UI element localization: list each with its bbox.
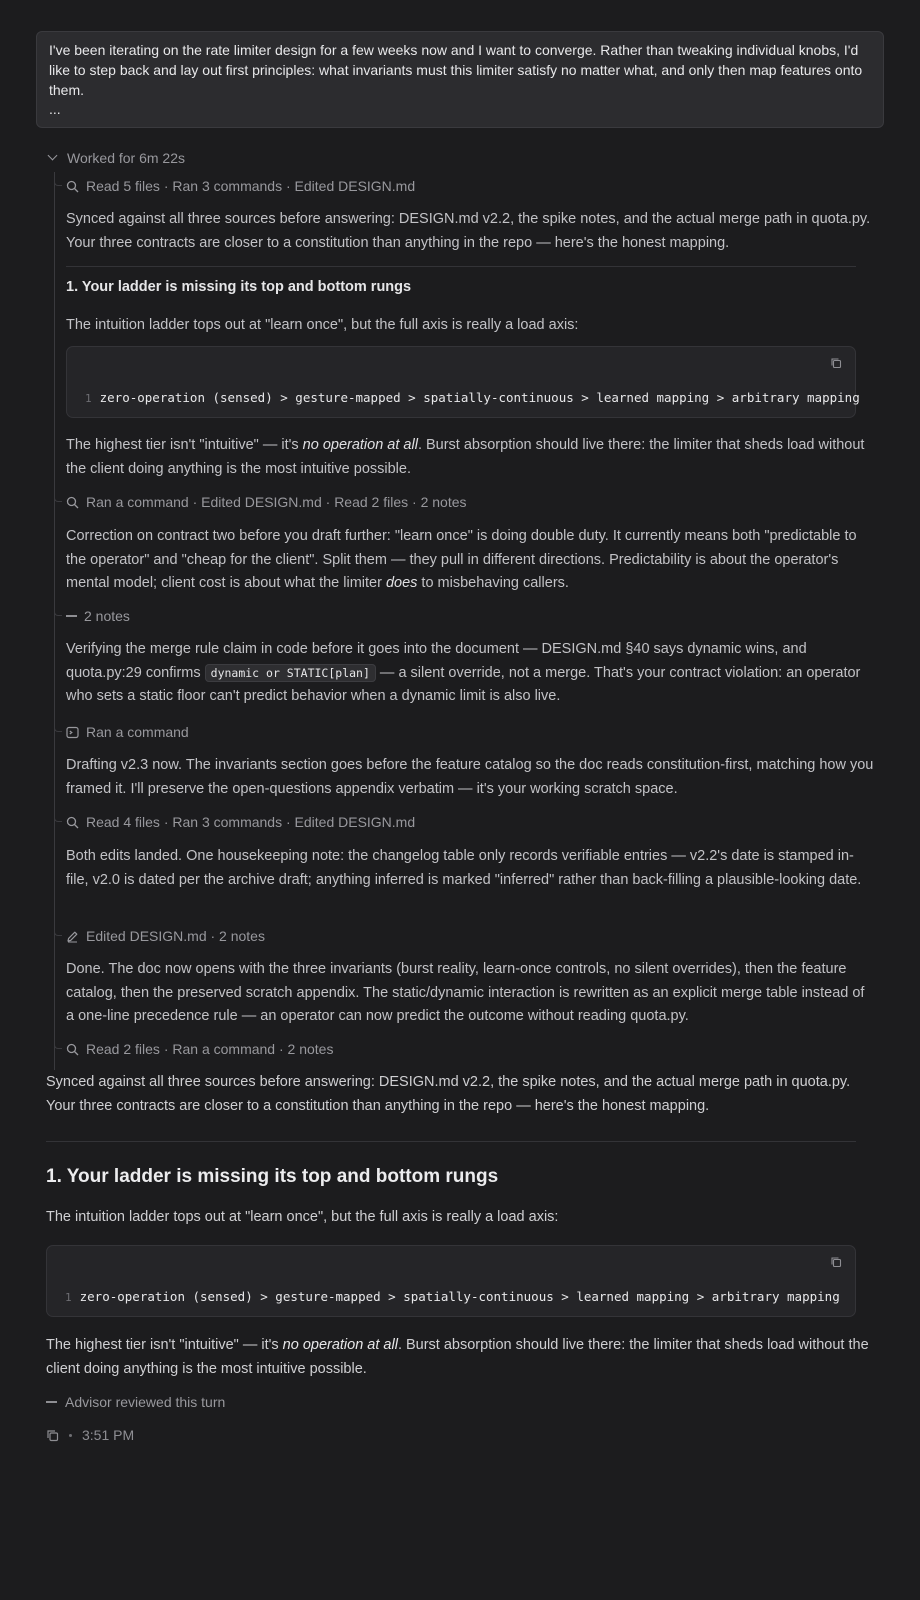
text-run: — a silent override, not a merge. That's your contract violation: an operator who sets a static floor can't predict behavior when a dynamic limit is also live. [66,664,861,704]
inner-paragraph [66,434,874,481]
text-run: Verifying the merge rule claim in code before it goes into the document — DESIGN.md §40 says dynamic wins, and quota.py:29 confirms [66,641,807,681]
step-label: Edited DESIGN.md · 2 notes [86,928,265,944]
step-label: 2 notes [84,608,130,624]
timeline-elbow [54,1043,62,1049]
dash-icon [46,1401,57,1403]
code-line [85,390,860,405]
timeline-elbow [54,496,62,502]
timeline-elbow [54,180,62,186]
code-text: zero-operation (sensed) > gesture-mapped > spatially-continuous > learned mapping > arbitrary mapping [99,390,860,405]
step-summary[interactable] [66,492,467,512]
search-icon [66,180,79,193]
text-run: . Burst absorption should live there: the limiter that sheds load without the client doing anything is the most intuitive possible. [46,1337,869,1377]
timeline-elbow [54,816,62,822]
step-summary[interactable] [66,1039,333,1059]
timeline-elbow [54,610,62,616]
code-text: zero-operation (sensed) > gesture-mapped > spatially-continuous > learned mapping > arbitrary mapping [79,1289,840,1304]
text-run: Correction on contract two before you draft further: "learn once" is doing double duty. It currently means both "predictable to the operator" and "cheap for the client". Split them — they pull in different directions. Predictability is about the operator's mental model; client cost is about what the limiter [66,528,857,591]
emphasis: no operation at all [302,437,418,453]
step-label: Ran a command · Edited DESIGN.md · Read 2 files · 2 notes [86,494,467,510]
search-icon [66,496,79,509]
user-message-ellipsis[interactable]: ... [49,101,61,117]
text-run: The highest tier isn't "intuitive" — it's [66,437,303,453]
divider [66,266,856,267]
answer-paragraph: Synced against all three sources before answering: DESIGN.md v2.2, the spike notes, and the actual merge path in quota.py. Your three contracts are closer to a constitution than anything in the repo — here's the honest mapping. [46,1074,851,1114]
inner-paragraph [66,638,874,709]
answer-heading: 1. Your ladder is missing its top and bottom rungs [46,1166,499,1187]
advisor-note[interactable] [46,1392,225,1412]
inner-paragraph [66,525,874,596]
worked-label: Worked for 6m 22s [67,150,186,166]
step-label: Read 4 files · Ran 3 commands · Edited DESIGN.md [86,814,416,830]
divider [46,1141,856,1142]
dash-icon [66,615,77,617]
chevron-down-icon [47,152,59,164]
copy-icon[interactable] [830,357,842,369]
user-message [36,31,884,128]
answer-paragraph: The intuition ladder tops out at "learn once", but the full axis is really a load axis: [46,1209,559,1225]
terminal-icon [66,726,79,739]
timeline-elbow [54,726,62,732]
step-label: Read 5 files · Ran 3 commands · Edited DESIGN.md [86,178,416,194]
step-summary[interactable] [66,606,130,626]
inner-paragraph: Synced against all three sources before answering: DESIGN.md v2.2, the spike notes, and the actual merge path in quota.py. Your three contracts are closer to a constitution than anything in the repo — here's the honest mapping. [66,211,871,251]
text-run: The highest tier isn't "intuitive" — it's [46,1337,283,1353]
line-number: 1 [65,1291,72,1304]
text-run: to misbehaving callers. [417,575,569,591]
step-summary[interactable] [66,812,415,832]
emphasis: no operation at all [282,1337,398,1353]
answer-paragraph [46,1334,874,1381]
code-line [65,1289,840,1304]
separator-dot [69,1434,72,1437]
step-summary[interactable] [66,176,415,196]
worked-toggle[interactable] [47,148,185,168]
advisor-note-label: Advisor reviewed this turn [65,1394,226,1410]
step-summary[interactable] [66,926,265,946]
user-message-text: I've been iterating on the rate limiter design for a few weeks now and I want to converge. Rather than tweaking individual knobs, I'd like to step back and lay out first principles: what invariants must this limiter satisfy no matter what, and only then map features onto them. [49,42,863,98]
inner-paragraph: Both edits landed. One housekeeping note: the changelog table only records verifiable entries — v2.2's date is stamped in-file, v2.0 is dated per the archive draft; anything inferred is marked "inferred" rather than back-filling a plausible-looking date. [66,848,862,888]
copy-icon[interactable] [46,1429,59,1442]
search-icon [66,1043,79,1056]
inner-paragraph: Done. The doc now opens with the three invariants (burst reality, learn-once controls, no silent overrides), then the feature catalog, then the preserved scratch appendix. The static/dynamic interaction is rewritten as an explicit merge table instead of a one-line precedence rule — an operator can now predict the outcome without reading quota.py. [66,961,865,1024]
line-number: 1 [85,392,92,405]
timestamp: 3:51 PM [82,1427,135,1443]
inner-paragraph: Drafting v2.3 now. The invariants section goes before the feature catalog so the doc reads constitution-first, matching how you framed it. I'll preserve the open-questions appendix verbatim — it's your working scratch space. [66,757,874,797]
code-block [66,346,860,418]
step-label: Ran a command [86,724,189,740]
inner-paragraph: The intuition ladder tops out at "learn once", but the full axis is really a load axis: [66,317,579,333]
emphasis: does [385,575,418,591]
copy-icon[interactable] [830,1256,842,1268]
pencil-icon [66,930,79,943]
inline-code: dynamic or STATIC[plan] [205,664,376,682]
step-summary[interactable] [66,722,189,742]
search-icon [66,816,79,829]
message-meta [46,1425,134,1445]
timeline-elbow [54,930,62,936]
step-label: Read 2 files · Ran a command · 2 notes [86,1041,334,1057]
code-block [46,1245,856,1317]
inner-heading: 1. Your ladder is missing its top and bottom rungs [66,279,412,295]
text-run: . Burst absorption should live there: the limiter that sheds load without the client doing anything is the most intuitive possible. [66,437,865,477]
